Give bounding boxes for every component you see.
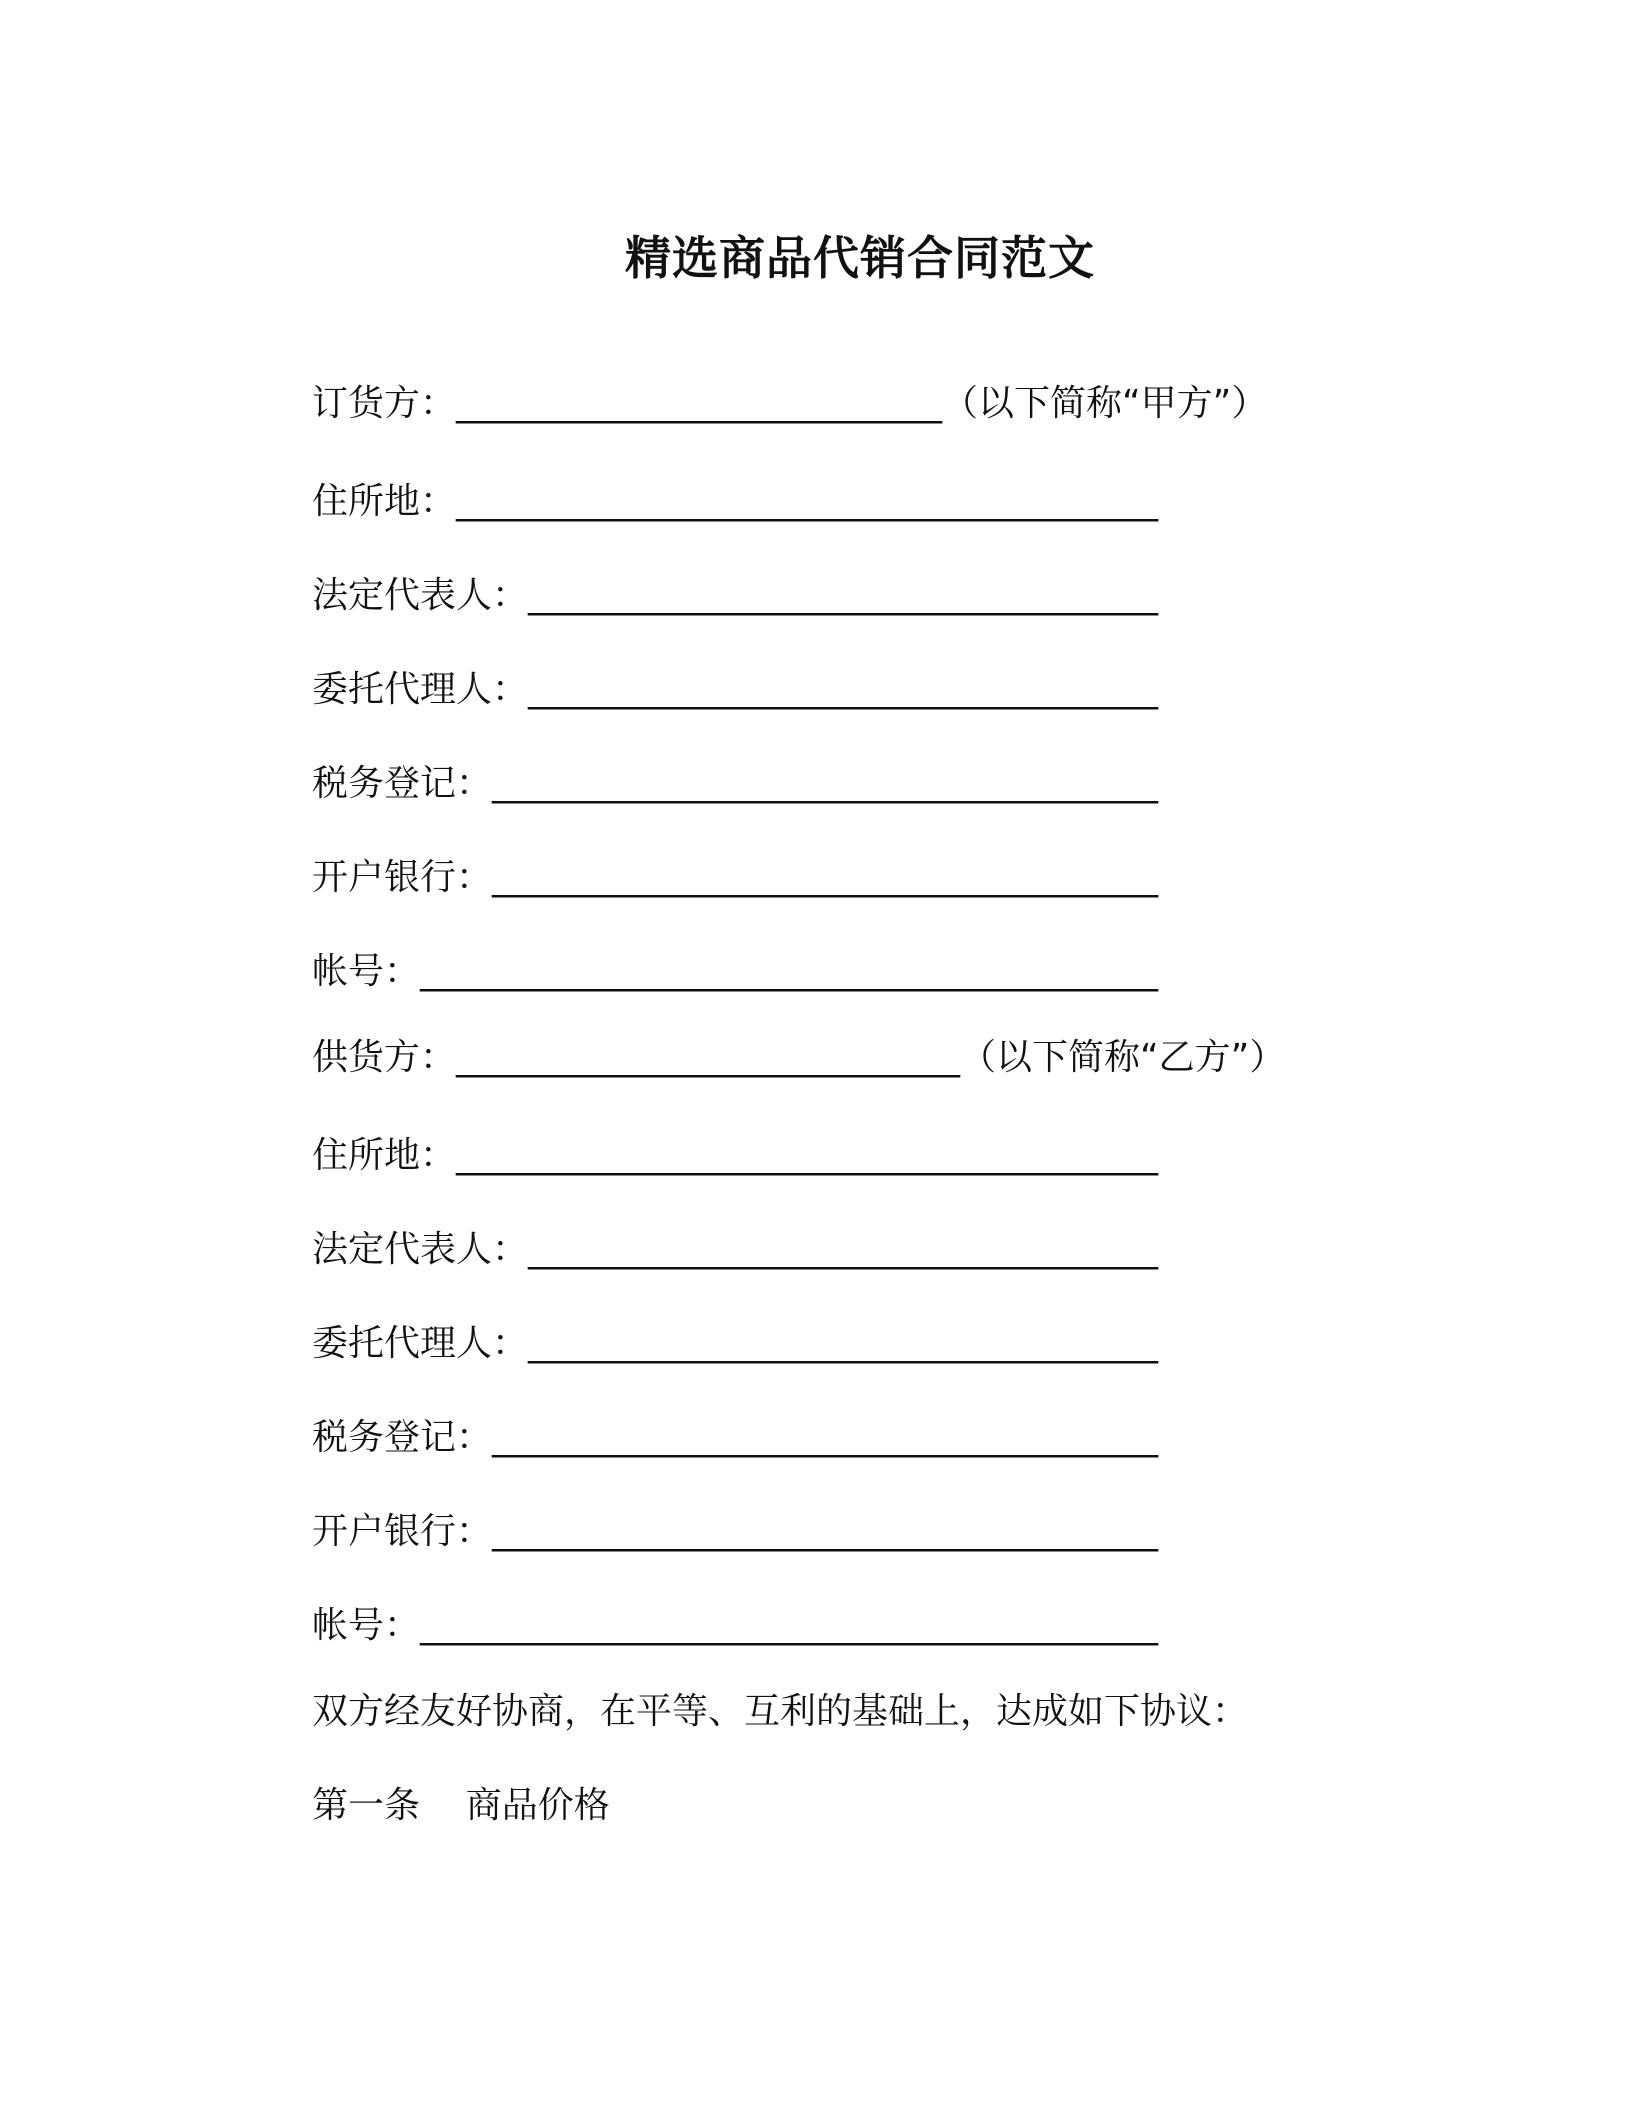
account-label: 帐号： — [312, 951, 421, 992]
bank-blank[interactable]: _____________________________________ — [492, 857, 1159, 898]
party-a-tax-line — [312, 762, 1158, 806]
party-b-bank-line — [312, 1510, 1158, 1554]
party-b-agent-line — [312, 1322, 1158, 1366]
account-label: 帐号： — [312, 1605, 421, 1646]
tax-label: 税务登记： — [312, 763, 493, 804]
tax-blank[interactable]: _____________________________________ — [492, 763, 1159, 804]
agent-blank[interactable]: ___________________________________ — [528, 1323, 1159, 1364]
party-b-supplier-line — [312, 1036, 1285, 1080]
account-blank[interactable]: _________________________________________ — [420, 1605, 1159, 1646]
party-a-orderer-line — [312, 382, 1267, 426]
legal-rep-label: 法定代表人： — [312, 575, 529, 616]
address-label: 住所地： — [312, 1135, 457, 1176]
agreement-intro: 双方经友好协商，在平等、互利的基础上，达成如下协议： — [312, 1691, 1249, 1732]
article-title: 商品价格 — [465, 1785, 610, 1826]
account-blank[interactable]: _________________________________________ — [420, 951, 1159, 992]
party-a-address-line — [312, 480, 1158, 524]
party-b-tax-line — [312, 1416, 1158, 1460]
article-1-heading — [312, 1784, 610, 1828]
party-b-legal-rep-line — [312, 1228, 1158, 1272]
tax-blank[interactable]: _____________________________________ — [492, 1417, 1159, 1458]
document-title: 精选商品代销合同范文 — [625, 231, 1095, 285]
bank-label: 开户银行： — [312, 857, 493, 898]
legal-rep-blank[interactable]: ___________________________________ — [528, 575, 1159, 616]
legal-rep-blank[interactable]: ___________________________________ — [528, 1229, 1159, 1270]
article-number: 第一条 — [312, 1785, 421, 1826]
party-b-account-line — [312, 1604, 1158, 1648]
party-a-alias: （以下简称“甲方”） — [942, 383, 1268, 424]
party-b-alias: （以下简称“乙方”） — [960, 1037, 1286, 1078]
party-a-account-line — [312, 950, 1158, 994]
orderer-label: 订货方： — [312, 383, 457, 424]
orderer-blank[interactable]: ___________________________ — [456, 383, 943, 424]
bank-label: 开户银行： — [312, 1511, 493, 1552]
legal-rep-label: 法定代表人： — [312, 1229, 529, 1270]
address-blank[interactable]: _______________________________________ — [456, 1135, 1159, 1176]
tax-label: 税务登记： — [312, 1417, 493, 1458]
address-blank[interactable]: _______________________________________ — [456, 481, 1159, 522]
bank-blank[interactable]: _____________________________________ — [492, 1511, 1159, 1552]
party-a-agent-line — [312, 668, 1158, 712]
address-label: 住所地： — [312, 481, 457, 522]
party-a-legal-rep-line — [312, 574, 1158, 618]
supplier-blank[interactable]: ____________________________ — [456, 1037, 961, 1078]
supplier-label: 供货方： — [312, 1037, 457, 1078]
party-a-bank-line — [312, 856, 1158, 900]
agent-blank[interactable]: ___________________________________ — [528, 669, 1159, 710]
agent-label: 委托代理人： — [312, 1323, 529, 1364]
party-b-address-line — [312, 1134, 1158, 1178]
agent-label: 委托代理人： — [312, 669, 529, 710]
